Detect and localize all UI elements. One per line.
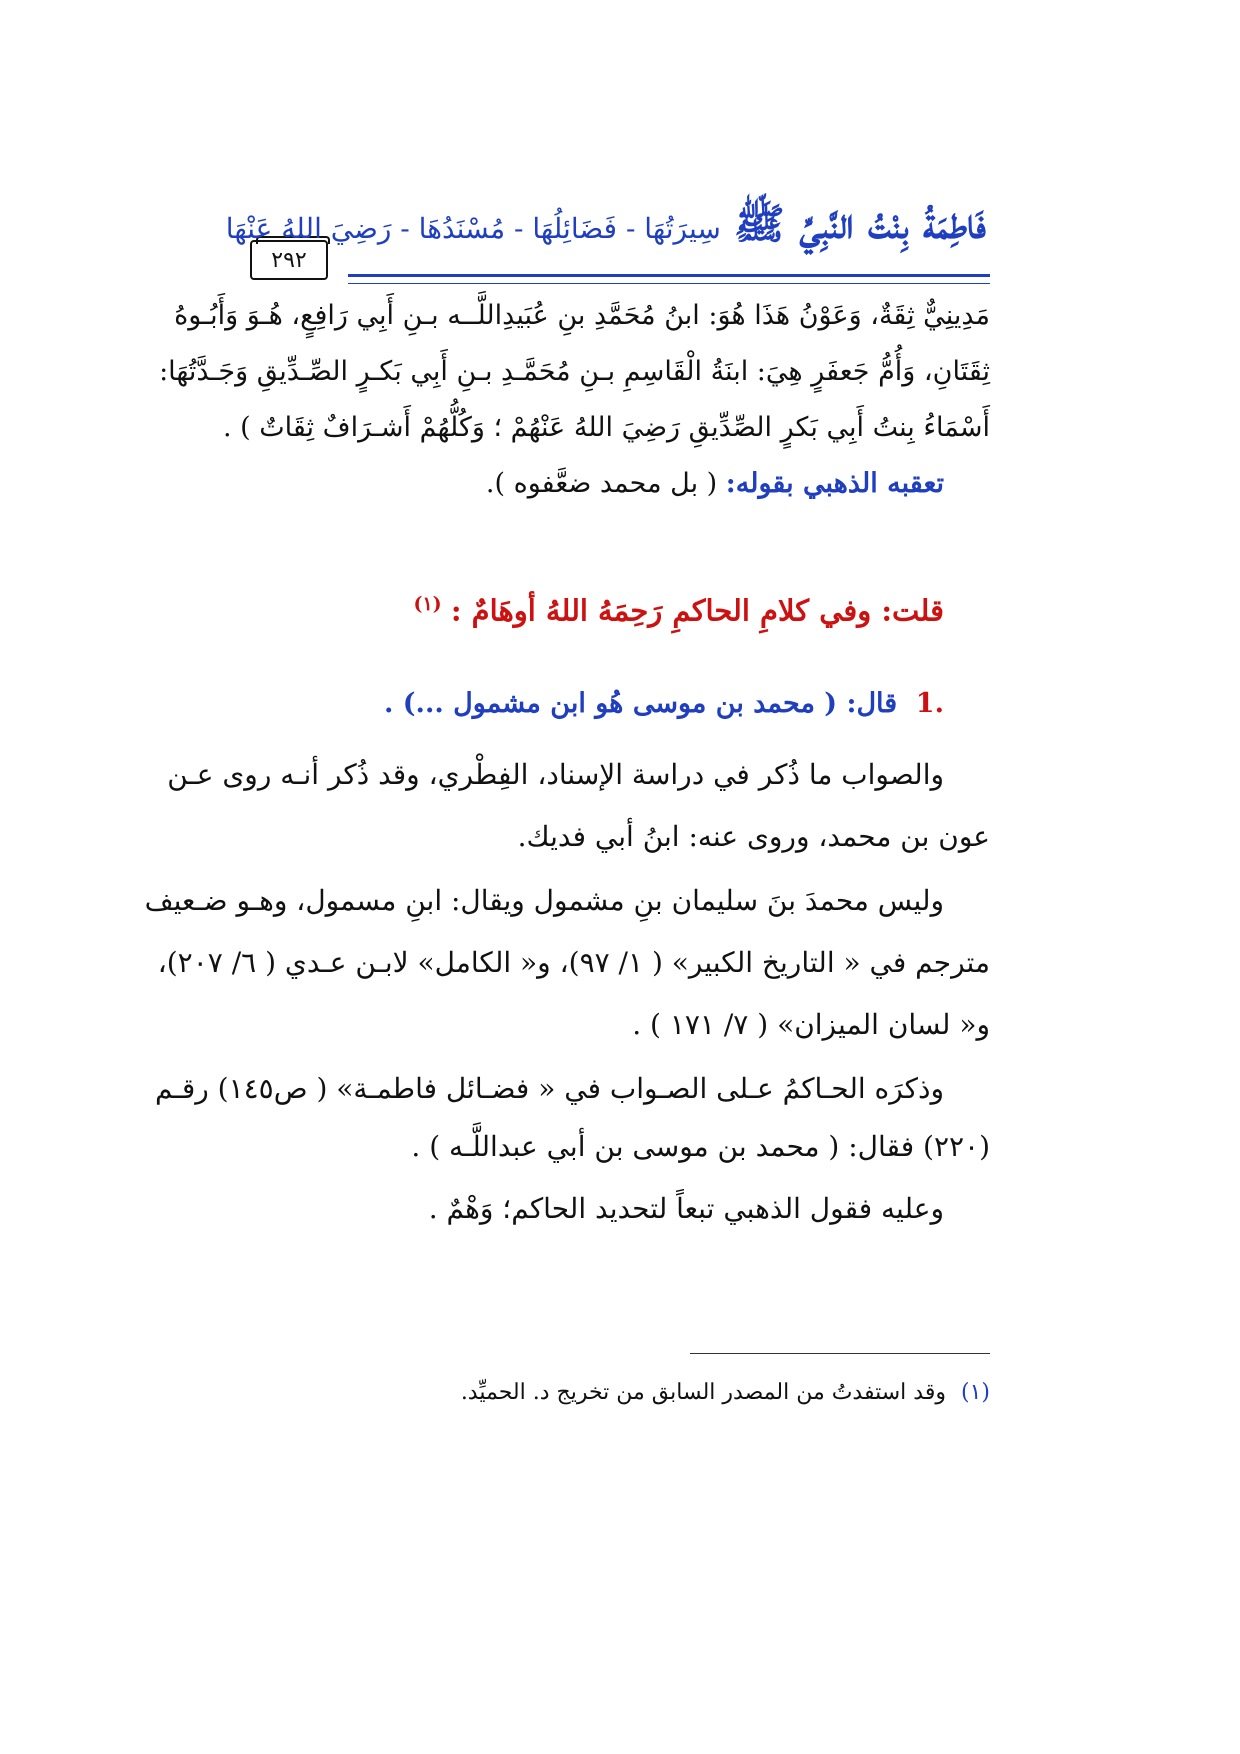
paragraph-line: والصواب ما ذُكر في دراسة الإسناد، الفِطْري، وقد ذُكر أنـه روى عـن — [167, 758, 944, 791]
footnote-marker: (١) — [413, 593, 442, 615]
heading-text: قلت: وفي كلامِ الحاكمِ رَحِمَهُ اللهُ أوهَامٌ : — [450, 593, 944, 628]
paragraph-line: أَسْمَاءُ بِنتُ أَبِي بَكرٍ الصِّدِّيقِ رَضِيَ اللهُ عَنْهُمْ ؛ وَكُلُّهُمْ أَشـرَافٌ ثِقَاتٌ ) . — [222, 412, 990, 443]
header-rule — [348, 274, 990, 284]
list-item-number: .1 — [915, 688, 944, 719]
section-heading — [250, 576, 990, 639]
book-title-main: فَاطِمَةُ بِنْتُ النَّبِيِّ ﷺ — [734, 199, 986, 248]
footnote — [250, 1375, 990, 1411]
page-header — [225, 198, 990, 288]
paragraph-1 — [159, 288, 990, 456]
list-item-1 — [250, 676, 990, 732]
paragraph-line: ثِقَتَانِ، وَأُمُّ جَعفَرٍ هِيَ: ابنَةُ الْقَاسِمِ بـنِ مُحَمَّـدِ بـنِ أَبِي بَكـرٍ الصِّـدِّيقِ وَجَـدَّتُهَا: — [159, 356, 990, 387]
paragraph-line: و« لسان الميزان» ( ٧/ ١٧١ ) . — [632, 1008, 990, 1041]
paragraph-3 — [144, 870, 990, 1056]
paragraph-line: مترجم في « التاريخ الكبير» ( ١/ ٩٧)، و« الكامل» لابـن عـدي ( ٦/ ٢٠٧)، — [157, 946, 990, 979]
paragraph-line: وعليه فقول الذهبي تبعاً لتحديد الحاكم؛ وَهْمٌ . — [428, 1192, 944, 1225]
paragraph-2 — [167, 744, 990, 868]
list-item-text: قال: ( محمد بن موسى هُو ابن مشمول ...) . — [383, 688, 898, 719]
footnote-number: (١) — [960, 1380, 990, 1405]
footnote-text: وقد استفدتُ من المصدر السابق من تخريج د. الحميِّد. — [460, 1380, 946, 1405]
page-number: ٢٩٢ — [250, 240, 328, 280]
paragraph-line: (٢٢٠) فقال: ( محمد بن موسى بن أبي عبداللَّـه ) . — [411, 1130, 990, 1163]
paragraph-line: وذكرَه الحـاكمُ عـلى الصـواب في « فضـائل فاطمـة» ( ص١٤٥) رقـم — [154, 1072, 944, 1105]
footnote-divider — [690, 1353, 990, 1354]
dhahabi-label: تعقبه الذهبي بقوله: — [725, 468, 944, 499]
paragraph-line: وليس محمدَ بنَ سليمان بنِ مشمول ويقال: ابنِ مسمول، وهـو ضـعيف — [144, 884, 944, 917]
paragraph-4 — [154, 1060, 990, 1176]
paragraph-5 — [250, 1180, 990, 1238]
book-title-subtitle: سِيرَتُهَا - فَضَائِلُهَا - مُسْنَدُهَا - رَضِيَ اللهُ عَنْهَا — [225, 212, 721, 245]
dhahabi-comment — [250, 456, 990, 512]
dhahabi-text: ( بل محمد ضعَّفوه ). — [485, 468, 718, 499]
paragraph-line: عون بن محمد، وروى عنه: ابنُ أبي فديك. — [517, 820, 990, 853]
paragraph-line: مَدِينِيٌّ ثِقَةٌ، وَعَوْنُ هَذَا هُوَ: ابنُ مُحَمَّدِ بنِ عُبَيدِاللَّــه بـنِ أَبِي رَافِعٍ، هُـوَ وَأَبُـوهُ — [174, 300, 990, 331]
